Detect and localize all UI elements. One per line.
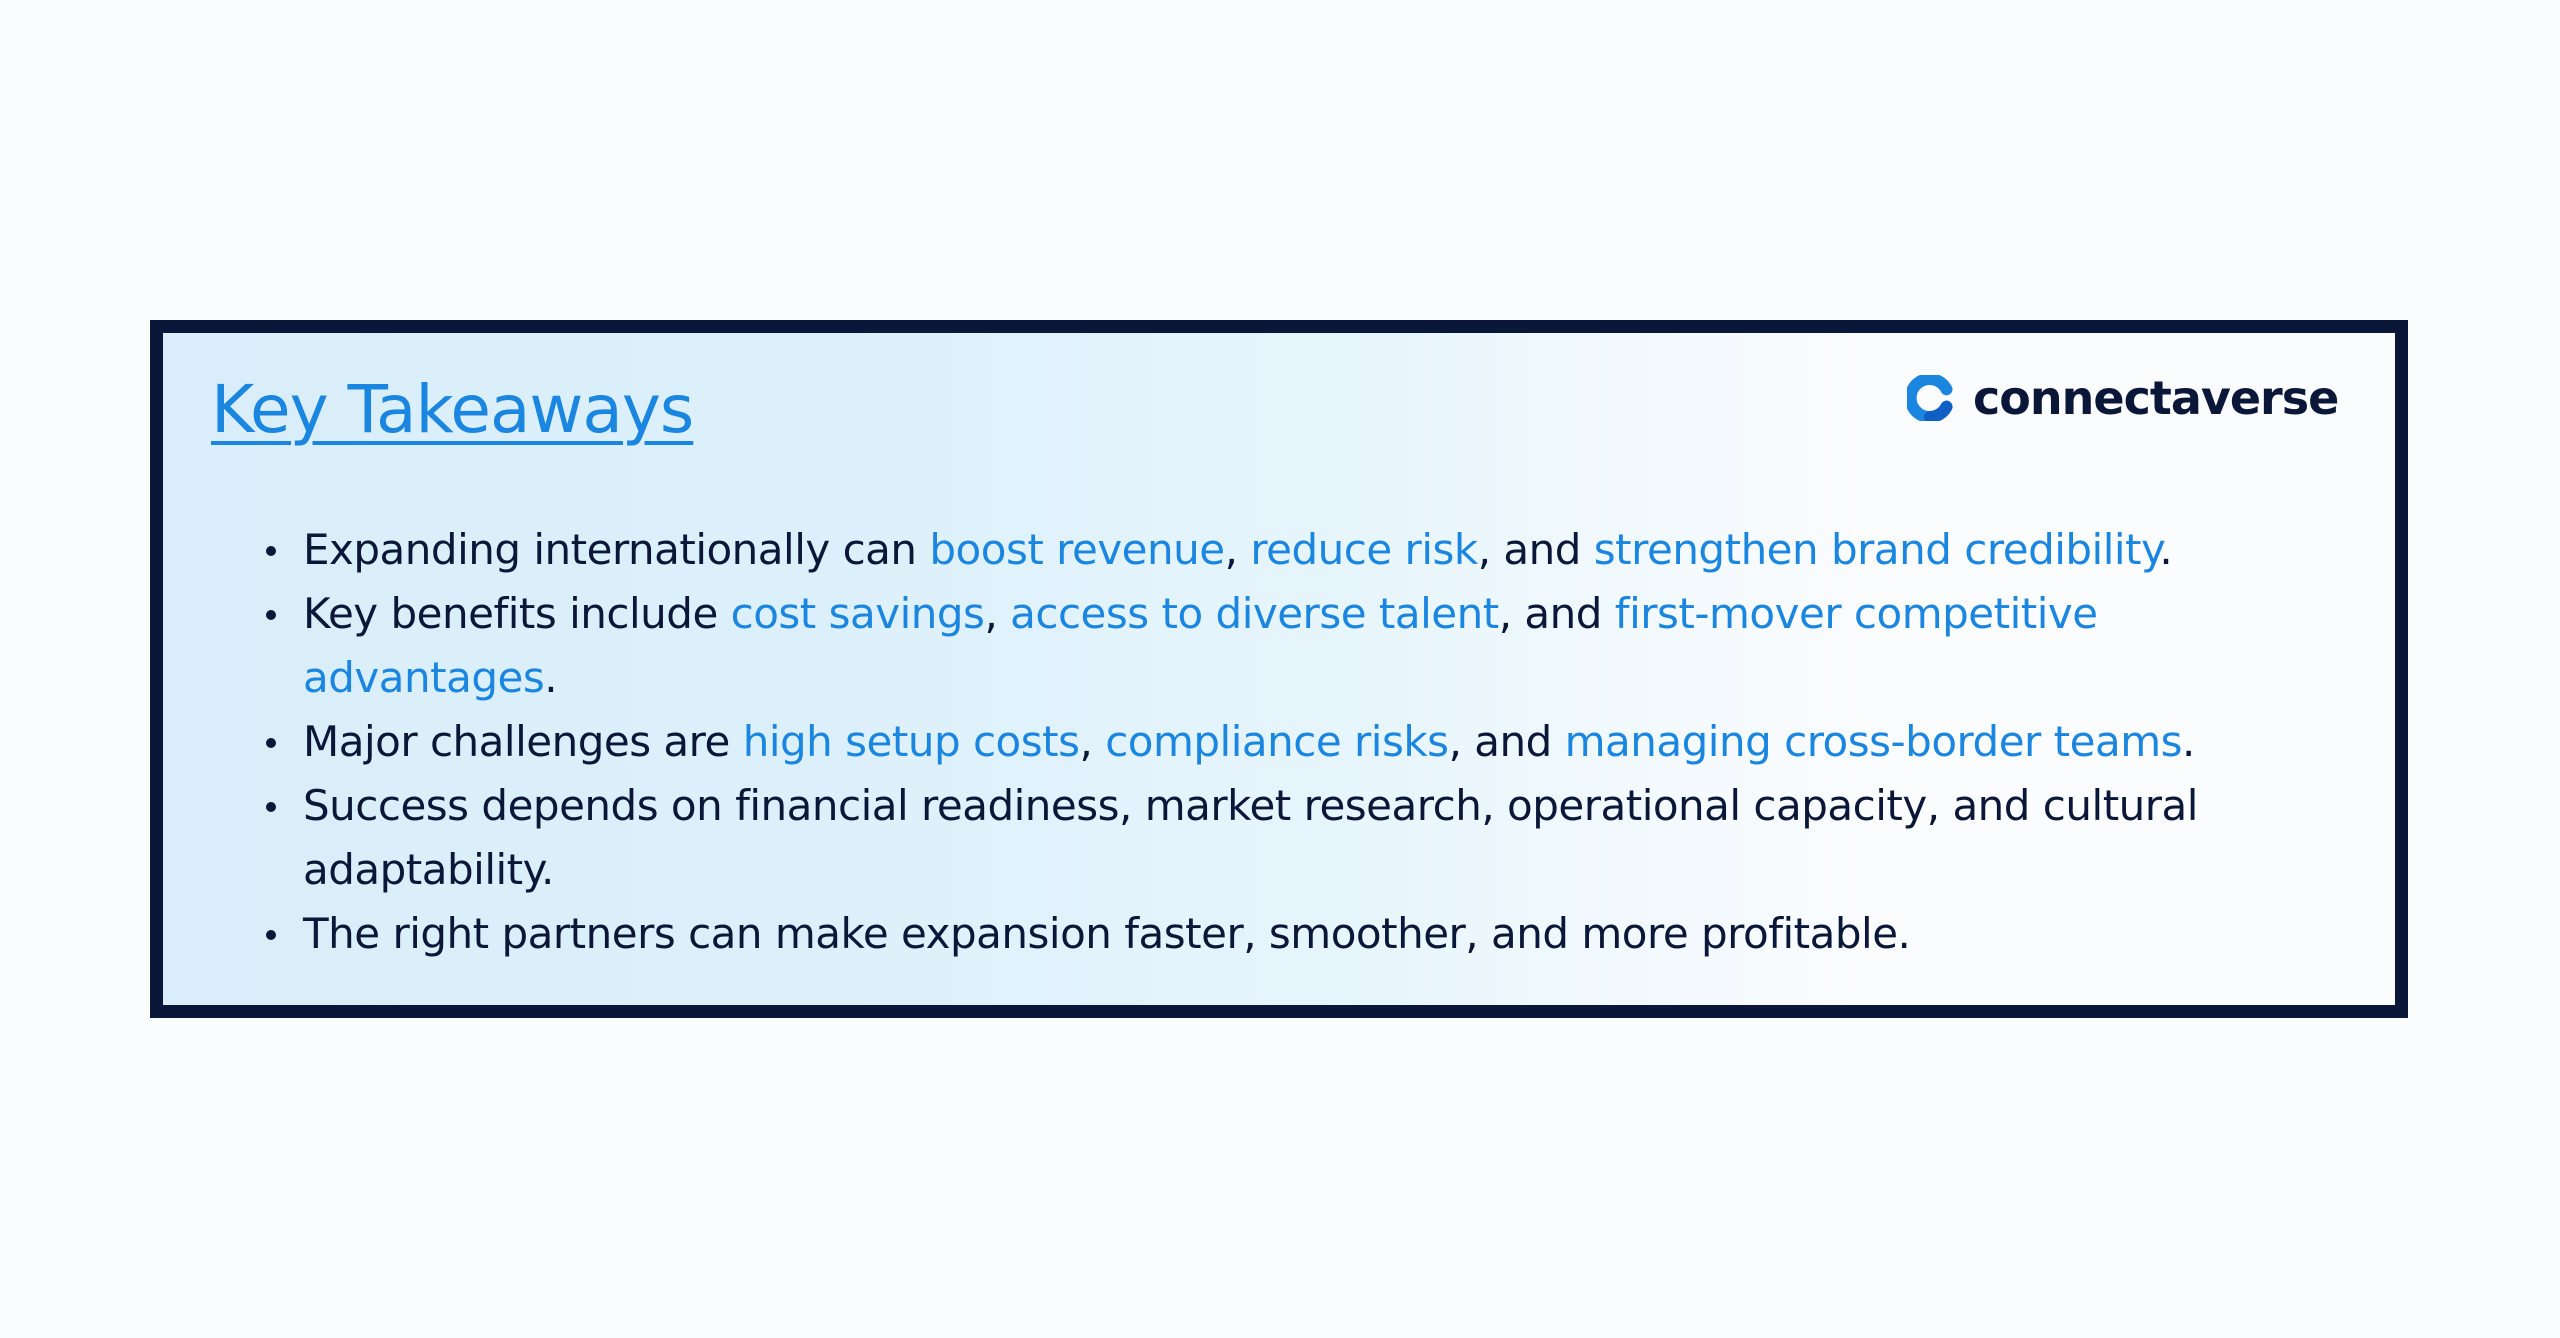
takeaway-text: , xyxy=(984,589,1011,638)
takeaway-text: Major challenges are xyxy=(303,717,743,766)
takeaway-text: , and xyxy=(1498,589,1615,638)
takeaway-item xyxy=(303,518,2283,582)
takeaway-item xyxy=(303,774,2283,902)
takeaway-text: Success depends on financial readiness, market research, operational capacity, and cultural adaptability. xyxy=(303,781,2198,894)
connectaverse-logo-icon xyxy=(1907,375,1953,421)
takeaway-text: . xyxy=(544,653,558,702)
highlighted-phrase: strengthen brand credibility xyxy=(1593,525,2160,574)
highlighted-phrase: compliance risks xyxy=(1105,717,1449,766)
takeaways-list xyxy=(303,518,2283,966)
takeaway-text: Key benefits include xyxy=(303,589,731,638)
takeaway-text: . xyxy=(2182,717,2195,766)
highlighted-phrase: access to diverse talent xyxy=(1010,589,1499,638)
card-title[interactable]: Key Takeaways xyxy=(211,371,694,448)
highlighted-phrase: first-mover competitive advantages xyxy=(303,589,2098,702)
highlighted-phrase: managing cross-border teams xyxy=(1564,717,2183,766)
brand-logo xyxy=(1907,368,2338,428)
takeaway-text: Expanding internationally can xyxy=(303,525,930,574)
takeaway-text: , and xyxy=(1477,525,1594,574)
takeaway-text: , xyxy=(1079,717,1106,766)
takeaway-text: The right partners can make expansion faster, smoother, and more profitable. xyxy=(303,909,1911,958)
highlighted-phrase: boost revenue xyxy=(929,525,1225,574)
highlighted-phrase: cost savings xyxy=(730,589,985,638)
highlighted-phrase: high setup costs xyxy=(742,717,1080,766)
takeaway-text: . xyxy=(2159,525,2173,574)
brand-name: connectaverse xyxy=(1973,371,2339,425)
highlighted-phrase: reduce risk xyxy=(1250,525,1478,574)
takeaway-item xyxy=(303,902,2283,966)
takeaway-item xyxy=(303,582,2283,710)
takeaway-text: , and xyxy=(1448,717,1565,766)
takeaway-item xyxy=(303,710,2283,774)
takeaway-text: , xyxy=(1224,525,1251,574)
